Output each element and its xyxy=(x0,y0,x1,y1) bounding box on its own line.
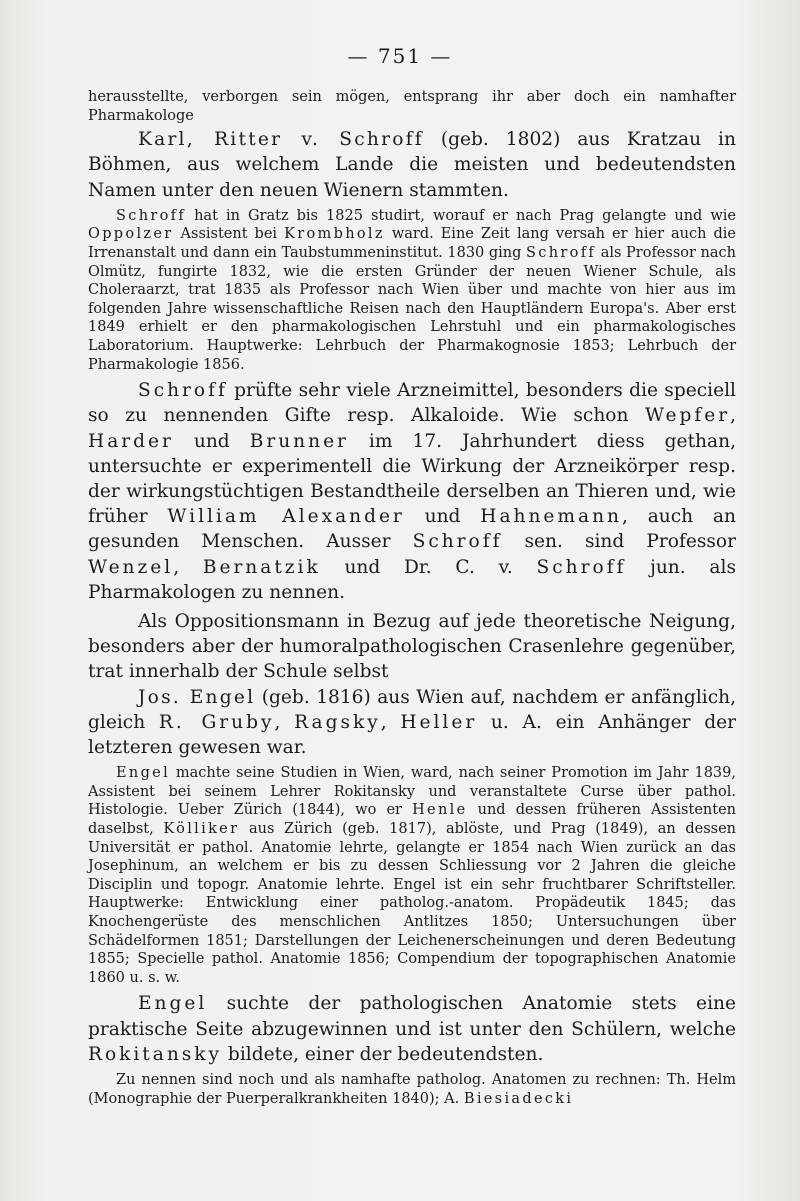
person-name: R. Gruby xyxy=(158,711,275,733)
person-name: Bernatzik xyxy=(202,556,321,578)
paragraph-text: aus Zürich (geb. 1817), ablöste, und Prag (1849), an dessen Universität er pathol. Anatomie lehrte, gelangte er 1854 nach Wien zurück an das Josephinum, an welchem er bis zu dessen Schliessung vor 2 Jahren die gleiche Disciplin und topogr. Anatomie lehrte. Engel ist ein sehr fruchtbarer Schriftsteller. Hauptwerke: Entwicklung einer patholog.-anatom. Propädeutik 1845; das Knochengerüste des menschlichen Antlitzes 1850; Untersuchungen über Schädelformen 1851; Darstellungen der Leichenerscheinungen und deren Bedeutung 1855; Specielle pathol. Anatomie 1856; Compendium der topographischen Anatomie 1860 u. s. w. xyxy=(88,820,736,986)
paragraph-schroff-bio xyxy=(88,207,736,374)
paragraph-text: prüfte sehr viele Arzneimittel, besonders die speciell so zu nennenden Gifte resp. Alkaloide. Wie schon xyxy=(88,380,736,427)
paragraph-text: , xyxy=(730,405,736,427)
person-name-schroff: Karl, Ritter v. Schroff xyxy=(138,129,424,151)
paragraph-opposition xyxy=(88,609,736,685)
paragraph-text: und xyxy=(173,430,250,452)
paragraph-text: und Dr. C. v. xyxy=(320,556,537,578)
paragraph-text: herausstellte, verborgen sein mögen, entsprang ihr aber doch ein namhafter Pharmakologe xyxy=(88,89,736,124)
paragraph-text: hat in Gratz bis 1825 studirt, worauf er nach Prag gelangte und wie xyxy=(186,207,736,224)
page-body xyxy=(88,88,736,1108)
page-number: — 751 — xyxy=(347,44,453,68)
person-name: Wenzel xyxy=(88,556,174,578)
person-name: Schroff xyxy=(526,244,597,261)
person-name: Wepfer xyxy=(644,405,731,427)
paragraph-text: Zu nennen sind noch und als namhafte patholog. Anatomen zu rechnen: Th. Helm (Monographie der Puerperalkrankheiten 1840); A. xyxy=(88,1071,736,1107)
paragraph-engel-heading xyxy=(88,685,736,761)
paragraph-text: , xyxy=(173,556,203,578)
paragraph-schroff-heading xyxy=(88,127,736,203)
paragraph-text: suchte der pathologischen Anatomie stets eine praktische Seite abzugewinnen und ist unter den Schülern, welche xyxy=(88,993,736,1040)
person-name: Hahnemann xyxy=(480,506,622,528)
paragraph-text: machte seine Studien in Wien, ward, nach seiner Promotion im Jahr 1839, Assistent bei seinem Lehrer Rokitansky und veranstaltete Curse über pathol. Histologie. Ueber Zürich (1844), wo er xyxy=(88,765,736,819)
paragraph-text: sen. sind Professor xyxy=(502,531,736,553)
paragraph-engel-bio xyxy=(88,764,736,987)
person-name: Schroff xyxy=(116,207,187,224)
person-name-engel: Jos. Engel xyxy=(138,686,256,708)
paragraph-text: , auch an gesunden Menschen. Ausser xyxy=(88,506,736,553)
paragraph-text: , xyxy=(274,711,295,733)
person-name: Schroff xyxy=(412,531,503,553)
paragraph-text: bildete, einer der bedeutendsten. xyxy=(222,1043,544,1065)
paragraph-text: (geb. 1816) aus Wien auf, nachdem er anfänglich, gleich xyxy=(88,686,737,733)
person-name: Oppolzer xyxy=(88,226,174,243)
person-name: William Alexander xyxy=(167,506,405,528)
person-name: Krombholz xyxy=(284,226,385,243)
person-name: Harder xyxy=(88,430,174,452)
paragraph-text: im 17. Jahrhundert diess gethan, untersuchte er experimentell die Wirkung der Arzneikörper resp. der wirkungstüchtigen Bestandtheile derselben an Thieren und, wie früher xyxy=(88,430,736,528)
paragraph-engel-summary xyxy=(88,991,736,1067)
person-name: Heller xyxy=(400,711,478,733)
paragraph-text: u. A. ein Anhänger der letzteren gewesen war. xyxy=(88,711,736,758)
person-name: Schroff xyxy=(536,556,627,578)
person-name: Brunner xyxy=(249,430,349,452)
person-name: Ragsky xyxy=(294,711,381,733)
paragraph-text: , xyxy=(380,711,401,733)
paragraph-text: ward. Eine Zeit lang versah er hier auch die Irrenanstalt und dann ein Taubstummeninstitut. 1830 ging xyxy=(88,226,736,261)
person-name: Henle xyxy=(412,802,468,819)
paragraph-anatomists xyxy=(88,1071,736,1108)
person-name: Engel xyxy=(116,765,171,782)
paragraph-text: jun. als Pharmakologen zu nennen. xyxy=(88,556,736,603)
paragraph-text: Als Oppositionsmann in Bezug auf jede theoretische Neigung, besonders aber der humoralpathologischen Crasenlehre gegenüber, trat innerhalb der Schule selbst xyxy=(88,610,736,683)
person-name: Biesiadecki xyxy=(463,1090,574,1107)
paragraph-text: und xyxy=(404,506,481,528)
paragraph-text: als Professor nach Olmütz, fungirte 1832, wie die ersten Gründer der neuen Wiener Schule, als Choleraarzt, trat 1835 als Professor nach Wien über und machte von hier aus im folgenden Jahre wissenschaftliche Reisen nach den Hauptländern Europa's. Aber erst 1849 erhielt er den pharmakologischen Lehrstuhl und ein pharmakologisches Laboratorium. Hauptwerke: Lehrbuch der Pharmakognosie 1853; Lehrbuch der Pharmakologie 1856. xyxy=(88,244,736,373)
paragraph-text: (geb. 1802) aus Kratzau in Böhmen, aus welchem Lande die meisten und bedeutendsten Namen unter den neuen Wienern stammten. xyxy=(88,129,736,201)
person-name: Kölliker xyxy=(163,820,240,837)
person-name: Engel xyxy=(138,993,208,1015)
person-name: Schroff xyxy=(138,380,228,402)
paragraph-text: und dessen früheren Assistenten daselbst, xyxy=(88,802,736,837)
paragraph-text: Assistent bei xyxy=(173,226,285,243)
paragraph-continuation xyxy=(88,88,736,125)
paragraph-schroff-work xyxy=(88,378,736,605)
person-name: Rokitansky xyxy=(88,1043,223,1065)
